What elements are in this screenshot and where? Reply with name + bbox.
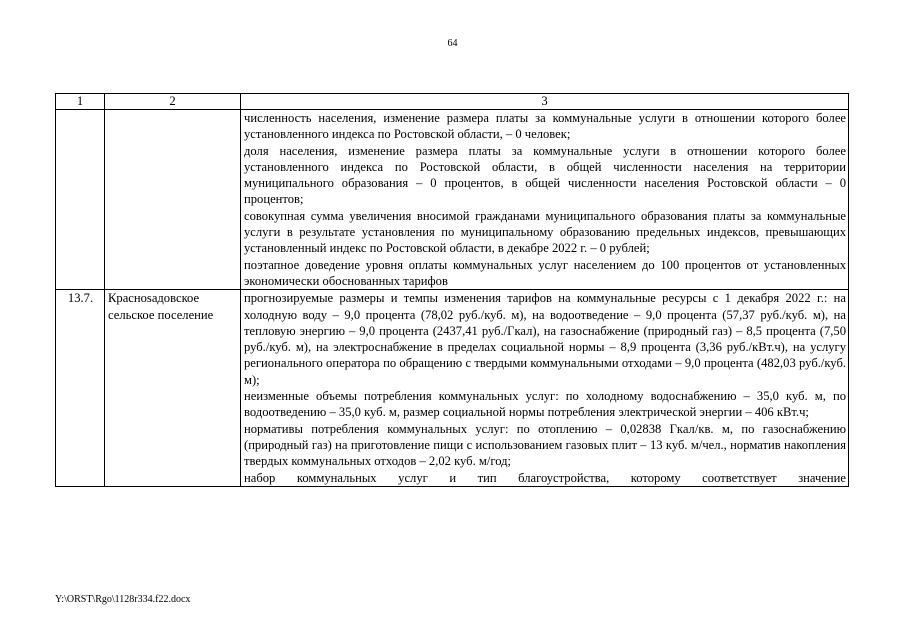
document-table [55,93,849,487]
table-row [56,290,849,487]
paragraph: совокупная сумма увеличения вносимой гражданами муниципального образования платы за коммунальные услуги в результате установления по муниципальному образованию предельных индексов, превышающих установленный индекс по Ростовской области, в декабре 2022 г. – 0 рублей; [244,208,846,256]
table-row [56,110,849,290]
paragraph: прогнозируемые размеры и темпы изменения тарифов на коммунальные ресурсы с 1 декабря 2022 г.: на холодную воду – 9,0 процента (78,02 руб./куб. м), на водоотведение – 9,0 процента (57,37 руб./куб. м), на тепловую энергию – 9,0 процента (2437,41 руб./Гкал), на газоснабжение (природный газ) – 8,5 процента (7,50 руб./куб. м), на электроснабжение в пределах социальной нормы – 8,9 процента (3,36 руб./кВт.ч), на услугу регионального оператора по обращению с твердыми коммунальными отходами – 9,0 процента (482,03 руб./куб. м); [244,291,846,387]
row-content-cell [241,290,849,487]
footer-file-path: Y:\ORST\Rgo\1128r334.f22.docx [55,594,191,605]
row-content-cell [241,110,849,290]
paragraph: численность населения, изменение размера платы за коммунальные услуги в отношении которого более установленного индекса по Ростовской области, – 0 человек; [244,111,846,142]
paragraph: поэтапное доведение уровня оплаты коммунальных услуг населением до 100 процентов от установленных экономически обоснованных тарифов [244,257,846,288]
header-cell-3: 3 [241,94,849,110]
header-cell-1: 1 [56,94,105,110]
paragraph: нормативы потребления коммунальных услуг: по отоплению – 0,02838 Гкал/кв. м, по газоснабжению (природный газ) на приготовление пищи с использованием газовых плит – 13 куб. м/чел., норматив накопления твердых коммунальных отходов – 2,02 куб. м/год; [244,421,846,469]
row-number-cell: 13.7. [56,290,105,487]
header-cell-2: 2 [105,94,241,110]
paragraph: неизменные объемы потребления коммунальных услуг: по холодному водоснабжению – 35,0 куб. м, по водоотведению – 35,0 куб. м, размер социальной нормы потребления электрической энергии – 406 кВт.ч; [244,389,846,420]
page-number: 64 [447,38,458,49]
row-number-cell [56,110,105,290]
row-name-cell: Краснosадовское сельское поселение [105,290,241,487]
paragraph: доля населения, изменение размера платы за коммунальные услуги в отношении которого более установленного индекса по Ростовской области, в общей численности населения на территории муниципального образования – 0 процентов, в общей численности населения Ростовской области – 0 процентов; [244,143,846,207]
table-header-row [56,94,849,110]
row-name-cell [105,110,241,290]
paragraph: набор коммунальных услуг и тип благоустройства, которому соответствует значение [244,470,846,485]
